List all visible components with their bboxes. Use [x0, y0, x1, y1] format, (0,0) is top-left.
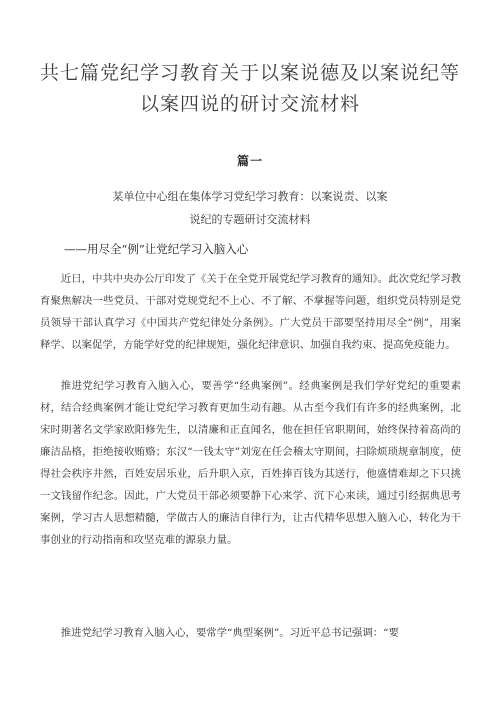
section-heading: 篇一 — [236, 154, 263, 168]
body-paragraph-1: 近日，中共中央办公厅印发了《关于在全党开展党纪学习教育的通知》。此次党纪学习教育聚焦解决一些党员、干部对党规党纪不上心、不了解、不掌握等问题，组织党员特别是党员领导干部认真学习《中国共产党纪律处分条例》。广大党员干部要坚持用尽全“例”，用案释学、以案促学，方能学好党的纪律规矩，强化纪律意识、加强自我约束、提高免疫能力。 — [40, 273, 461, 351]
document-title: 共七篇党纪学习教育关于以案说德及以案说纪等以案四说的研讨交流材料 — [40, 62, 461, 115]
subtitle-line-2: 说纪的专题研讨交流材料 — [189, 213, 311, 226]
section-subtitle — [90, 185, 410, 231]
body-paragraph-3: 推进党纪学习教育入脑入心，要常学“典型案例”。习近平总书记强调：“要 — [60, 627, 399, 639]
section-tagline: ——用尽全“例”让党纪学习入脑入心 — [64, 242, 249, 256]
body-paragraph-2: 推进党纪学习教育入脑入心，要善学“经典案例”。经典案例是我们学好党纪的重要素材，结合经典案例才能让党纪学习教育更加生动有趣。从古至今我们有许多的经典案例，北宋时期著名文学家欧阳修先生，以清廉和正直闻名，他在担任官职期间，始终保持着高尚的廉洁品格，拒绝接收贿赂；东汉“一钱太守”刘宠在任会稽太守期间，扫除烦琐规章制度，使得社会秩序井然，百姓安居乐业，后升职入京，百姓捧百钱为其送行，他盛情难却之下只挑一文钱留作纪念。因此，广大党员干部必须要静下心来学、沉下心来读，通过引经据典思考案例，学习古人思想精髓，学做古人的廉洁自律行为，让古代精华思想入脑入心，转化为干事创业的行动指南和攻坚克难的源泉力量。 — [40, 380, 461, 546]
subtitle-line-1: 某单位中心组在集体学习党纪学习教育：以案说责、以案 — [112, 190, 388, 203]
